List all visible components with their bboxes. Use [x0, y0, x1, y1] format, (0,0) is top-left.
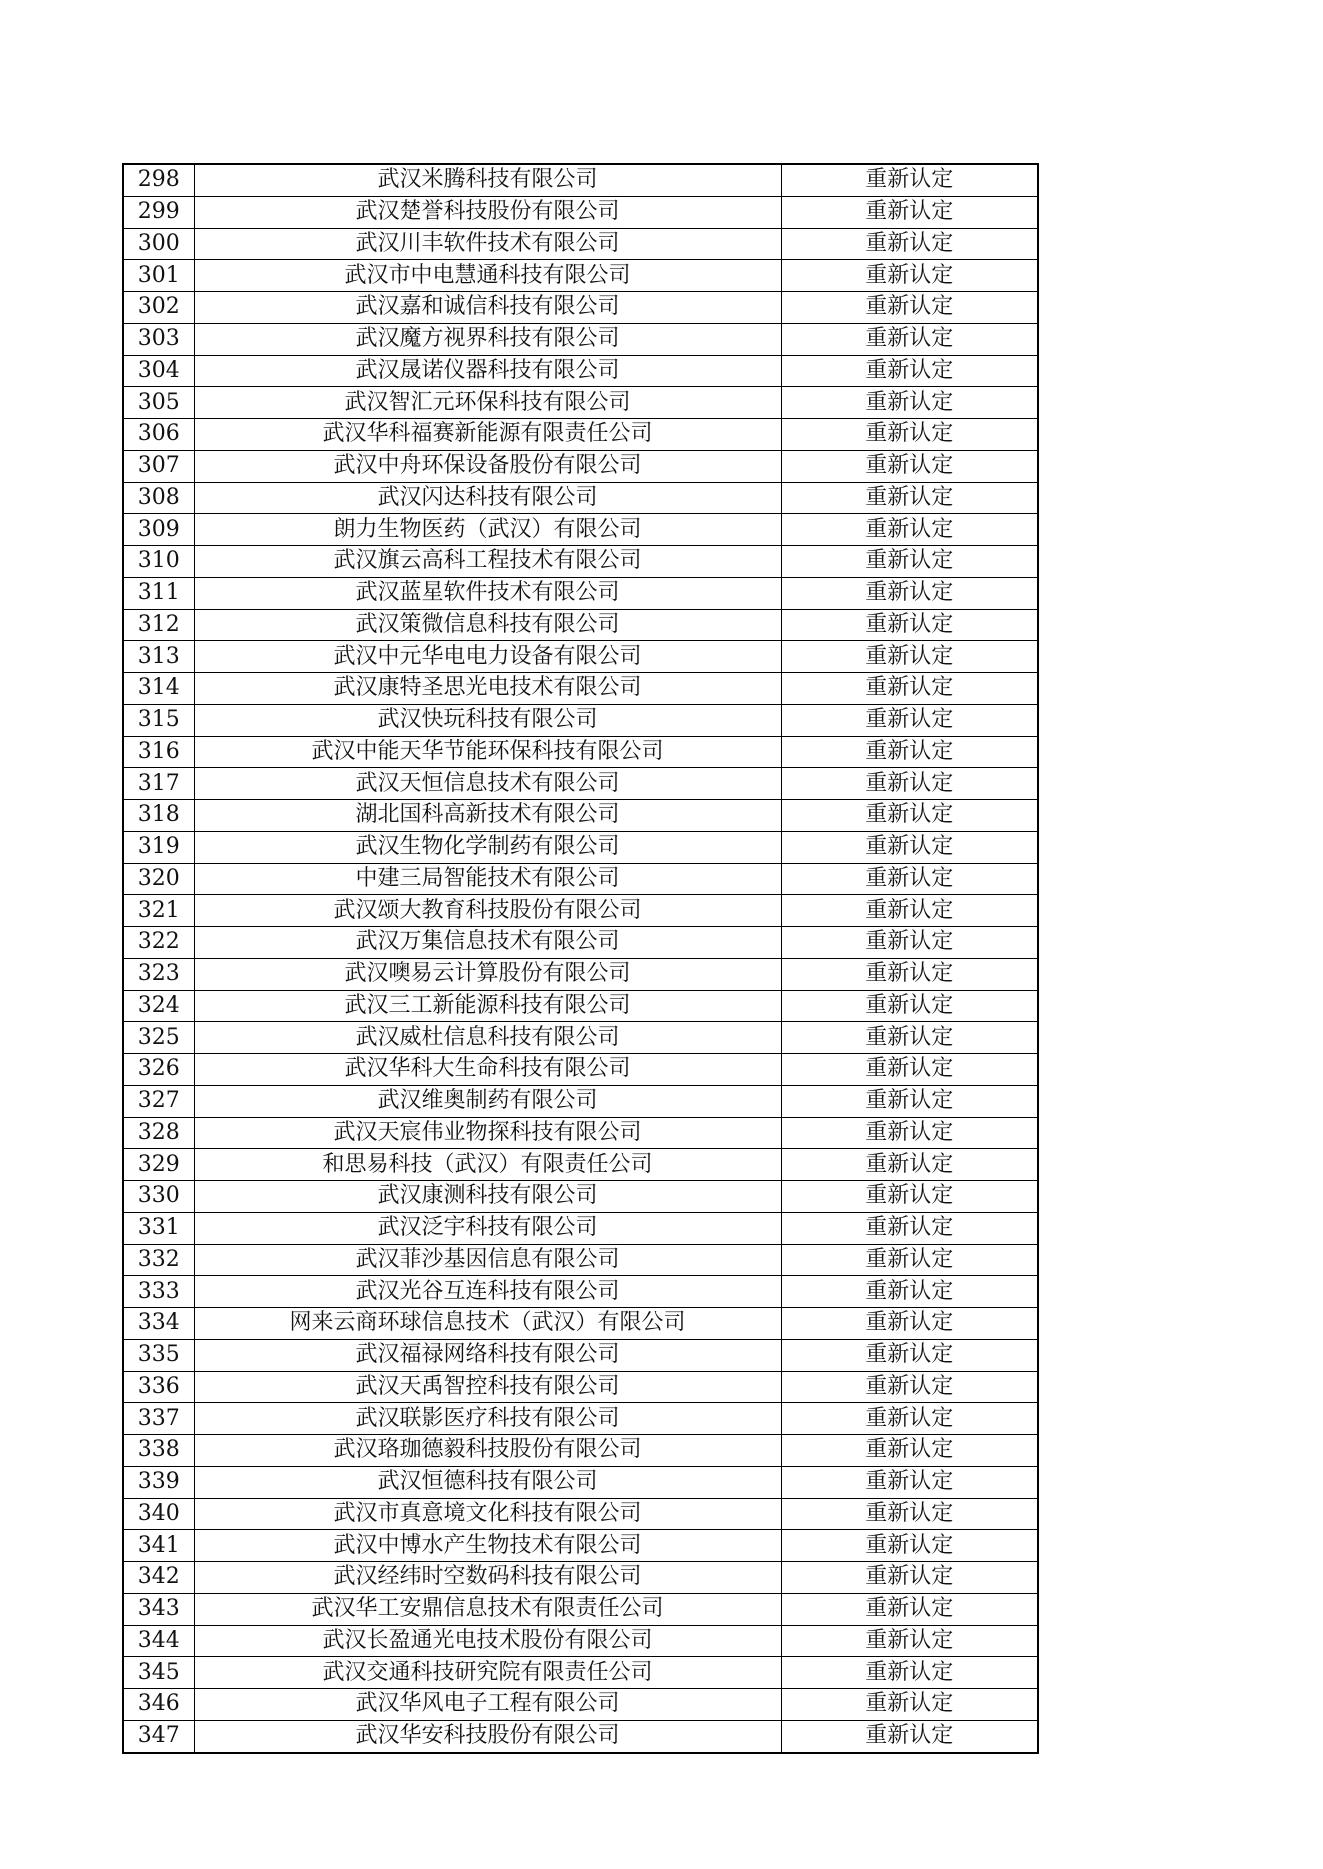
company-name-cell: 武汉长盈通光电技术股份有限公司: [194, 1625, 781, 1657]
company-name-cell: 武汉川丰软件技术有限公司: [194, 228, 781, 260]
company-name-cell: 武汉菲沙基因信息有限公司: [194, 1244, 781, 1276]
row-number-cell: 316: [123, 736, 194, 768]
row-number-cell: 321: [123, 895, 194, 927]
status-cell: 重新认定: [781, 673, 1038, 705]
status-cell: 重新认定: [781, 990, 1038, 1022]
table-row: [123, 450, 1038, 482]
row-number-cell: 299: [123, 196, 194, 228]
table-row: [123, 355, 1038, 387]
row-number-cell: 301: [123, 260, 194, 292]
status-cell: 重新认定: [781, 1276, 1038, 1308]
table-row: [123, 1022, 1038, 1054]
status-cell: 重新认定: [781, 1339, 1038, 1371]
status-cell: 重新认定: [781, 1308, 1038, 1340]
status-cell: 重新认定: [781, 704, 1038, 736]
table-row: [123, 990, 1038, 1022]
status-cell: 重新认定: [781, 196, 1038, 228]
table-row: [123, 1085, 1038, 1117]
company-name-cell: 武汉天恒信息技术有限公司: [194, 768, 781, 800]
table-row: [123, 482, 1038, 514]
row-number-cell: 326: [123, 1054, 194, 1086]
company-name-cell: 武汉华安科技股份有限公司: [194, 1720, 781, 1752]
row-number-cell: 312: [123, 609, 194, 641]
table-row: [123, 800, 1038, 832]
row-number-cell: 303: [123, 323, 194, 355]
table-row: [123, 927, 1038, 959]
company-name-cell: 朗力生物医药（武汉）有限公司: [194, 514, 781, 546]
table-row: [123, 1117, 1038, 1149]
company-name-cell: 武汉旗云高科工程技术有限公司: [194, 546, 781, 578]
company-name-cell: 武汉中元华电电力设备有限公司: [194, 641, 781, 673]
status-cell: 重新认定: [781, 514, 1038, 546]
table-row: [123, 895, 1038, 927]
row-number-cell: 318: [123, 800, 194, 832]
company-name-cell: 武汉康测科技有限公司: [194, 1181, 781, 1213]
table-row: [123, 1562, 1038, 1594]
row-number-cell: 341: [123, 1530, 194, 1562]
row-number-cell: 335: [123, 1339, 194, 1371]
company-name-cell: 武汉中能天华节能环保科技有限公司: [194, 736, 781, 768]
company-name-cell: 武汉华科福赛新能源有限责任公司: [194, 419, 781, 451]
company-name-cell: 武汉快玩科技有限公司: [194, 704, 781, 736]
status-cell: 重新认定: [781, 1181, 1038, 1213]
table-row: [123, 546, 1038, 578]
table-row: [123, 736, 1038, 768]
row-number-cell: 319: [123, 831, 194, 863]
row-number-cell: 334: [123, 1308, 194, 1340]
table-row: [123, 1244, 1038, 1276]
company-name-cell: 武汉天宸伟业物探科技有限公司: [194, 1117, 781, 1149]
company-name-cell: 和思易科技（武汉）有限责任公司: [194, 1149, 781, 1181]
row-number-cell: 313: [123, 641, 194, 673]
row-number-cell: 339: [123, 1466, 194, 1498]
table-row: [123, 1181, 1038, 1213]
status-cell: 重新认定: [781, 1244, 1038, 1276]
row-number-cell: 342: [123, 1562, 194, 1594]
status-cell: 重新认定: [781, 736, 1038, 768]
status-cell: 重新认定: [781, 863, 1038, 895]
company-name-cell: 武汉恒德科技有限公司: [194, 1466, 781, 1498]
status-cell: 重新认定: [781, 1403, 1038, 1435]
status-cell: 重新认定: [781, 1212, 1038, 1244]
table-row: [123, 419, 1038, 451]
row-number-cell: 306: [123, 419, 194, 451]
row-number-cell: 324: [123, 990, 194, 1022]
table-row: [123, 1276, 1038, 1308]
status-cell: 重新认定: [781, 164, 1038, 196]
table-row: [123, 1435, 1038, 1467]
document-table-container: [122, 163, 1039, 1754]
table-row: [123, 1308, 1038, 1340]
status-cell: 重新认定: [781, 1085, 1038, 1117]
company-name-cell: 武汉交通科技研究院有限责任公司: [194, 1657, 781, 1689]
row-number-cell: 309: [123, 514, 194, 546]
company-name-cell: 武汉智汇元环保科技有限公司: [194, 387, 781, 419]
row-number-cell: 320: [123, 863, 194, 895]
table-row: [123, 514, 1038, 546]
company-name-cell: 武汉联影医疗科技有限公司: [194, 1403, 781, 1435]
status-cell: 重新认定: [781, 831, 1038, 863]
company-name-cell: 武汉经纬时空数码科技有限公司: [194, 1562, 781, 1594]
company-name-cell: 武汉生物化学制药有限公司: [194, 831, 781, 863]
company-name-cell: 中建三局智能技术有限公司: [194, 863, 781, 895]
table-row: [123, 1371, 1038, 1403]
table-row: [123, 577, 1038, 609]
table-row: [123, 1054, 1038, 1086]
company-name-cell: 武汉维奥制药有限公司: [194, 1085, 781, 1117]
company-name-cell: 湖北国科高新技术有限公司: [194, 800, 781, 832]
row-number-cell: 323: [123, 958, 194, 990]
row-number-cell: 300: [123, 228, 194, 260]
row-number-cell: 338: [123, 1435, 194, 1467]
company-name-cell: 武汉华科大生命科技有限公司: [194, 1054, 781, 1086]
company-name-cell: 武汉天禹智控科技有限公司: [194, 1371, 781, 1403]
status-cell: 重新认定: [781, 1435, 1038, 1467]
table-row: [123, 1689, 1038, 1721]
row-number-cell: 311: [123, 577, 194, 609]
row-number-cell: 314: [123, 673, 194, 705]
company-name-cell: 武汉策微信息科技有限公司: [194, 609, 781, 641]
company-name-cell: 武汉嘉和诚信科技有限公司: [194, 292, 781, 324]
table-row: [123, 1625, 1038, 1657]
status-cell: 重新认定: [781, 1149, 1038, 1181]
status-cell: 重新认定: [781, 768, 1038, 800]
company-name-cell: 网来云商环球信息技术（武汉）有限公司: [194, 1308, 781, 1340]
table-row: [123, 323, 1038, 355]
table-row: [123, 1593, 1038, 1625]
row-number-cell: 330: [123, 1181, 194, 1213]
table-row: [123, 609, 1038, 641]
company-name-cell: 武汉康特圣思光电技术有限公司: [194, 673, 781, 705]
status-cell: 重新认定: [781, 958, 1038, 990]
row-number-cell: 317: [123, 768, 194, 800]
status-cell: 重新认定: [781, 577, 1038, 609]
table-row: [123, 863, 1038, 895]
status-cell: 重新认定: [781, 546, 1038, 578]
table-row: [123, 164, 1038, 196]
row-number-cell: 332: [123, 1244, 194, 1276]
row-number-cell: 325: [123, 1022, 194, 1054]
table-row: [123, 673, 1038, 705]
status-cell: 重新认定: [781, 1117, 1038, 1149]
status-cell: 重新认定: [781, 1054, 1038, 1086]
row-number-cell: 345: [123, 1657, 194, 1689]
row-number-cell: 328: [123, 1117, 194, 1149]
status-cell: 重新认定: [781, 641, 1038, 673]
table-row: [123, 958, 1038, 990]
table-row: [123, 1339, 1038, 1371]
company-name-cell: 武汉中博水产生物技术有限公司: [194, 1530, 781, 1562]
company-name-cell: 武汉泛宇科技有限公司: [194, 1212, 781, 1244]
row-number-cell: 322: [123, 927, 194, 959]
table-row: [123, 228, 1038, 260]
company-name-cell: 武汉万集信息技术有限公司: [194, 927, 781, 959]
row-number-cell: 315: [123, 704, 194, 736]
table-row: [123, 704, 1038, 736]
company-name-cell: 武汉晟诺仪器科技有限公司: [194, 355, 781, 387]
status-cell: 重新认定: [781, 482, 1038, 514]
company-name-cell: 武汉珞珈德毅科技股份有限公司: [194, 1435, 781, 1467]
table-row: [123, 196, 1038, 228]
status-cell: 重新认定: [781, 1593, 1038, 1625]
table-row: [123, 1466, 1038, 1498]
status-cell: 重新认定: [781, 419, 1038, 451]
status-cell: 重新认定: [781, 1657, 1038, 1689]
table-row: [123, 1212, 1038, 1244]
status-cell: 重新认定: [781, 1562, 1038, 1594]
row-number-cell: 304: [123, 355, 194, 387]
status-cell: 重新认定: [781, 1466, 1038, 1498]
company-name-cell: 武汉噢易云计算股份有限公司: [194, 958, 781, 990]
table-body: [123, 164, 1038, 1753]
status-cell: 重新认定: [781, 1530, 1038, 1562]
table-row: [123, 768, 1038, 800]
row-number-cell: 327: [123, 1085, 194, 1117]
status-cell: 重新认定: [781, 228, 1038, 260]
company-name-cell: 武汉福禄网络科技有限公司: [194, 1339, 781, 1371]
status-cell: 重新认定: [781, 1371, 1038, 1403]
status-cell: 重新认定: [781, 609, 1038, 641]
table-row: [123, 831, 1038, 863]
status-cell: 重新认定: [781, 1022, 1038, 1054]
row-number-cell: 346: [123, 1689, 194, 1721]
row-number-cell: 302: [123, 292, 194, 324]
row-number-cell: 333: [123, 1276, 194, 1308]
status-cell: 重新认定: [781, 927, 1038, 959]
table-row: [123, 1149, 1038, 1181]
status-cell: 重新认定: [781, 292, 1038, 324]
row-number-cell: 340: [123, 1498, 194, 1530]
company-name-cell: 武汉三工新能源科技有限公司: [194, 990, 781, 1022]
company-name-cell: 武汉市真意境文化科技有限公司: [194, 1498, 781, 1530]
table-row: [123, 1720, 1038, 1752]
status-cell: 重新认定: [781, 1498, 1038, 1530]
row-number-cell: 305: [123, 387, 194, 419]
row-number-cell: 308: [123, 482, 194, 514]
table-row: [123, 641, 1038, 673]
company-name-cell: 武汉楚誉科技股份有限公司: [194, 196, 781, 228]
status-cell: 重新认定: [781, 387, 1038, 419]
company-name-cell: 武汉光谷互连科技有限公司: [194, 1276, 781, 1308]
status-cell: 重新认定: [781, 1625, 1038, 1657]
table-row: [123, 260, 1038, 292]
status-cell: 重新认定: [781, 260, 1038, 292]
row-number-cell: 336: [123, 1371, 194, 1403]
status-cell: 重新认定: [781, 450, 1038, 482]
table-row: [123, 1530, 1038, 1562]
company-name-cell: 武汉中舟环保设备股份有限公司: [194, 450, 781, 482]
company-name-cell: 武汉闪达科技有限公司: [194, 482, 781, 514]
table-row: [123, 1403, 1038, 1435]
row-number-cell: 329: [123, 1149, 194, 1181]
table-row: [123, 1498, 1038, 1530]
status-cell: 重新认定: [781, 800, 1038, 832]
company-name-cell: 武汉威杜信息科技有限公司: [194, 1022, 781, 1054]
row-number-cell: 307: [123, 450, 194, 482]
company-name-cell: 武汉蓝星软件技术有限公司: [194, 577, 781, 609]
row-number-cell: 344: [123, 1625, 194, 1657]
status-cell: 重新认定: [781, 355, 1038, 387]
table-row: [123, 1657, 1038, 1689]
row-number-cell: 343: [123, 1593, 194, 1625]
company-name-cell: 武汉华风电子工程有限公司: [194, 1689, 781, 1721]
table-row: [123, 387, 1038, 419]
row-number-cell: 337: [123, 1403, 194, 1435]
company-name-cell: 武汉魔方视界科技有限公司: [194, 323, 781, 355]
company-name-cell: 武汉华工安鼎信息技术有限责任公司: [194, 1593, 781, 1625]
status-cell: 重新认定: [781, 895, 1038, 927]
table-row: [123, 292, 1038, 324]
status-cell: 重新认定: [781, 323, 1038, 355]
status-cell: 重新认定: [781, 1720, 1038, 1752]
row-number-cell: 331: [123, 1212, 194, 1244]
row-number-cell: 298: [123, 164, 194, 196]
company-name-cell: 武汉颂大教育科技股份有限公司: [194, 895, 781, 927]
company-name-cell: 武汉市中电慧通科技有限公司: [194, 260, 781, 292]
row-number-cell: 310: [123, 546, 194, 578]
company-name-cell: 武汉米腾科技有限公司: [194, 164, 781, 196]
status-cell: 重新认定: [781, 1689, 1038, 1721]
company-table: [122, 163, 1039, 1754]
row-number-cell: 347: [123, 1720, 194, 1752]
